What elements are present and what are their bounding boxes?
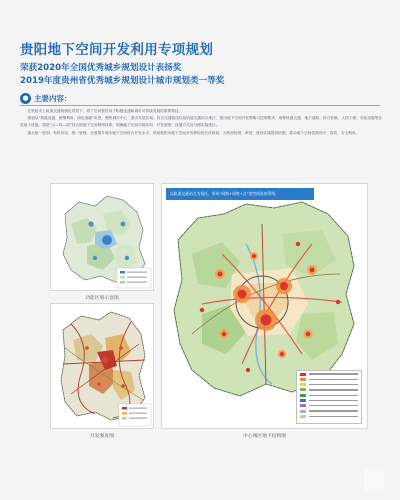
award-line-1: 荣获2020年全国优秀城乡规划设计表扬奖 — [20, 63, 182, 73]
development-intensity-map — [50, 303, 154, 429]
legend-swatch — [300, 383, 306, 386]
map-caption: 中心城区地下结构图 — [242, 434, 287, 439]
legend-item — [300, 382, 358, 386]
award-line-2: 2019年度贵州省优秀城乡规划设计城市规划类一等奖 — [20, 76, 225, 86]
legend-swatch — [300, 410, 306, 413]
legend-item — [300, 388, 358, 392]
map-legend — [296, 370, 362, 424]
section-divider — [20, 105, 380, 106]
map-caption: 开发强度图 — [90, 434, 114, 439]
legend-swatch — [300, 378, 306, 381]
legend-item — [300, 393, 358, 397]
legend-item — [300, 377, 358, 381]
legend-swatch — [300, 399, 306, 402]
legend-swatch — [300, 415, 306, 418]
legend-item — [300, 372, 358, 376]
map-caption: 功能区划示意图 — [85, 296, 119, 301]
legend-swatch — [300, 388, 306, 391]
function-zoning-map — [50, 183, 154, 291]
page-title: 贵阳地下空间开发利用专项规划 — [20, 42, 214, 58]
section-header — [20, 91, 72, 105]
corner-block — [364, 470, 384, 490]
legend-item — [300, 404, 358, 408]
legend-item — [300, 409, 358, 413]
legend-swatch — [300, 404, 306, 407]
map-note: 以轨道交通站点为依托，形成“网格+网络+点”的空间连接系统。 — [166, 188, 314, 200]
legend-item — [300, 398, 358, 402]
paragraph: 重点统一规划、有机布局、统一管理，全面提升城市地下空间综合开发水平，形成贵阳市地下空间开发利用的总体格局，为规划管理、审批、建设实施提供依据，推动地下空间资源有序、高效、安全利用。 — [27, 130, 360, 135]
legend-swatch — [300, 373, 306, 376]
bullet-icon: ● — [20, 93, 31, 104]
legend-item — [300, 414, 358, 418]
section-title: 主要内容： — [34, 93, 72, 103]
legend-swatch — [300, 394, 306, 397]
paragraph: 规划从“积极连通、统筹利用、绿色低碳”角度，聚焦城市中心、重点发展区域、综合交通枢纽以及轨道交通站点地区，提出地下空间开发策略与控制要求，统筹轨道交通、地下道路、综合管廊、人防工程、市政设施等各类地下设施，构建“点—线—面”结合的地下空间网络体系，明确地下空间功能布局、开发强度、连通方式及分期实施建议。 — [20, 116, 382, 128]
description — [20, 108, 382, 137]
paragraph: 在贵阳市上轨道交通规模化背景下，将下空间管控用于积极连通和城市可持续发展的重要路径。 — [27, 109, 183, 113]
